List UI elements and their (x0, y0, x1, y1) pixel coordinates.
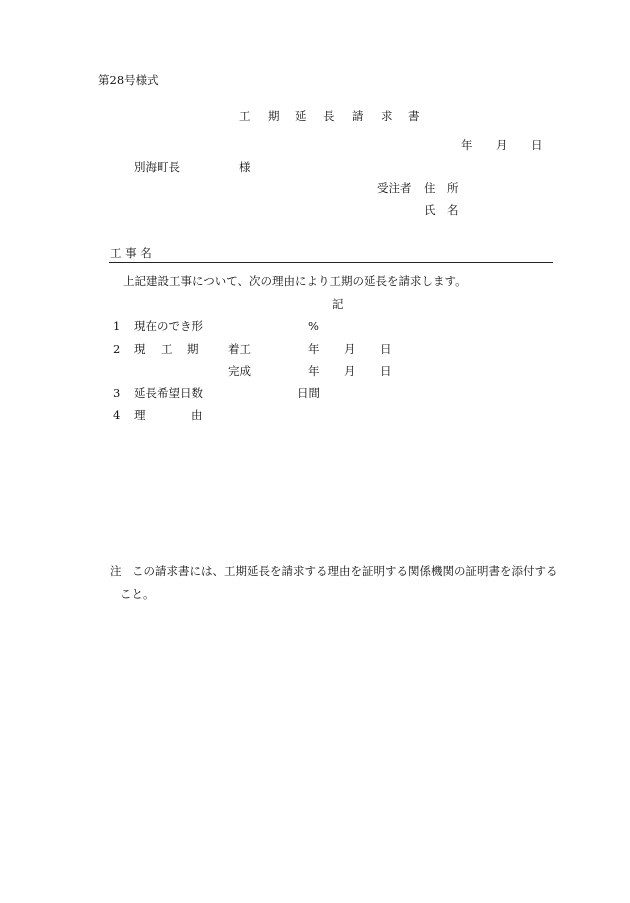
addressee-suffix: 様 (239, 160, 251, 174)
item-2-label-char: 工 (161, 342, 173, 356)
form-number: 第28号様式 (98, 73, 159, 87)
project-name-underline (109, 262, 553, 263)
note-line-2: こと。 (120, 587, 155, 601)
title-char: 請 (352, 109, 364, 123)
addressee: 別海町長 (134, 160, 180, 174)
title-char: 長 (323, 109, 335, 123)
item-2-start-day: 日 (380, 342, 392, 356)
item-3-unit: 日間 (297, 386, 320, 400)
title-char: 求 (381, 109, 393, 123)
contractor-address-label: 住 所 (424, 181, 459, 195)
item-2-label-char: 現 (134, 342, 146, 356)
date-month: 月 (496, 138, 508, 152)
title-char: 工 (239, 109, 251, 123)
item-2-start-month: 月 (344, 342, 356, 356)
item-2-start-year: 年 (308, 342, 320, 356)
title-char: 期 (268, 109, 280, 123)
item-2-end-label: 完成 (228, 364, 251, 378)
note-mark: 注 (110, 564, 122, 578)
title-char: 書 (408, 109, 420, 123)
item-1-unit: % (308, 319, 319, 333)
intro-text: 上記建設工事について、次の理由により工期の延長を請求します。 (123, 274, 467, 288)
item-2-end-year: 年 (308, 364, 320, 378)
item-3-number: 3 (113, 386, 121, 400)
note-line-1: この請求書には、工期延長を請求する理由を証明する関係機関の証明書を添付する (132, 564, 558, 578)
item-4-label-char: 由 (191, 408, 203, 422)
contractor-label: 受注者 (377, 181, 412, 195)
item-2-number: 2 (113, 342, 121, 356)
title-char: 延 (295, 109, 307, 123)
date-day: 日 (531, 138, 543, 152)
item-2-label-char: 期 (187, 342, 199, 356)
item-4-number: 4 (113, 408, 121, 422)
item-1-label: 現在のでき形 (134, 319, 203, 333)
item-4-label-char: 理 (134, 408, 146, 422)
date-year: 年 (461, 138, 473, 152)
item-2-end-day: 日 (380, 364, 392, 378)
item-2-start-label: 着工 (228, 342, 251, 356)
item-3-label: 延長希望日数 (134, 386, 203, 400)
item-1-number: 1 (113, 319, 121, 333)
contractor-name-label: 氏 名 (424, 203, 459, 217)
item-2-end-month: 月 (344, 364, 356, 378)
ki-label: 記 (332, 297, 344, 311)
project-name-label: 工 事 名 (110, 246, 152, 260)
